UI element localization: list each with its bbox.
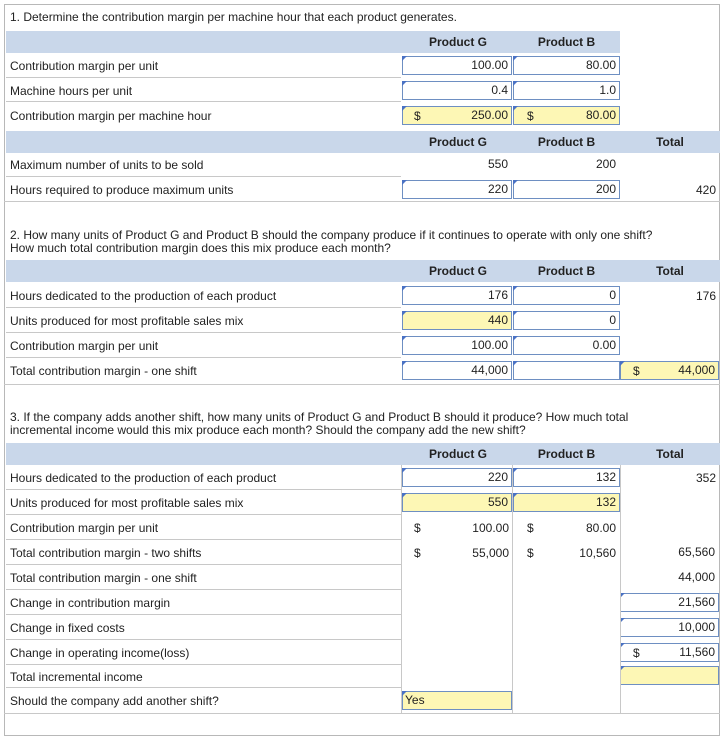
- total-value: 176: [695, 289, 716, 303]
- total-value: 352: [695, 471, 716, 485]
- row-label: Machine hours per unit: [10, 84, 133, 98]
- total-value: 420: [695, 183, 716, 197]
- input-cell[interactable]: 250.00: [402, 106, 512, 125]
- input-cell[interactable]: 80.00: [513, 56, 620, 75]
- dollar-sign: $: [527, 521, 534, 535]
- row-label: Total contribution margin - two shifts: [10, 546, 202, 560]
- input-cell[interactable]: 44,000: [402, 361, 512, 380]
- input-cell[interactable]: 0: [513, 286, 620, 305]
- cell-marker-icon: [402, 691, 407, 696]
- input-cell[interactable]: 100.00: [402, 56, 512, 75]
- q1-header2-total: Total: [656, 135, 684, 149]
- q2-header-total: Total: [656, 264, 684, 278]
- input-cell[interactable]: 0: [513, 311, 620, 330]
- row-label: Hours required to produce maximum units: [10, 183, 234, 197]
- cell-marker-icon: [402, 311, 407, 316]
- q2-header-product-g: Product G: [428, 264, 487, 278]
- q1-question: 1. Determine the contribution margin per machine hour that each product generates.: [10, 10, 457, 24]
- row-label: Contribution margin per unit: [10, 521, 159, 535]
- answer-cell[interactable]: Yes: [402, 691, 512, 710]
- cell-marker-icon: [513, 311, 518, 316]
- q1-header-product-b: Product B: [537, 35, 596, 49]
- cell-marker-icon: [402, 361, 407, 366]
- dollar-sign: $: [414, 521, 421, 535]
- value: 100.00: [472, 521, 509, 535]
- cell-marker-icon: [513, 56, 518, 61]
- q1-header-product-g: Product G: [428, 35, 487, 49]
- cell-marker-icon: [513, 336, 518, 341]
- row-label: Maximum number of units to be sold: [10, 158, 204, 172]
- cell-marker-icon: [402, 106, 407, 111]
- input-cell[interactable]: 0.00: [513, 336, 620, 355]
- row-label: Total contribution margin - one shift: [10, 571, 197, 585]
- q3-header-product-g: Product G: [428, 447, 487, 461]
- cell-marker-icon: [402, 336, 407, 341]
- row-label: Hours dedicated to the production of each product: [10, 289, 277, 303]
- dollar-sign: $: [527, 546, 534, 560]
- cell-marker-icon: [402, 468, 407, 473]
- cell-marker-icon: [402, 81, 407, 86]
- row-label: Hours dedicated to the production of each product: [10, 471, 277, 485]
- dollar-sign: $: [527, 109, 534, 123]
- cell-marker-icon: [620, 361, 625, 366]
- row-label: Total incremental income: [10, 670, 143, 684]
- cell-marker-icon: [513, 81, 518, 86]
- value: 55,000: [472, 546, 509, 560]
- q3-header-product-b: Product B: [537, 447, 596, 461]
- row-label: Total contribution margin - one shift: [10, 364, 197, 378]
- input-cell[interactable]: [513, 361, 620, 380]
- dollar-sign: $: [414, 109, 421, 123]
- input-cell[interactable]: 440: [402, 311, 512, 330]
- value-cell: 44,000: [620, 568, 719, 587]
- row-label: Change in contribution margin: [10, 596, 171, 610]
- cell-marker-icon: [513, 468, 518, 473]
- row-label: Contribution margin per unit: [10, 339, 159, 353]
- cell-marker-icon: [402, 286, 407, 291]
- input-cell[interactable]: 132: [513, 493, 620, 512]
- input-cell[interactable]: 0.4: [402, 81, 512, 100]
- value-cell: 550: [402, 155, 512, 174]
- cell-marker-icon: [513, 106, 518, 111]
- dollar-sign: $: [633, 364, 640, 378]
- row-label: Should the company add another shift?: [10, 694, 219, 708]
- value-cell: 200: [513, 155, 620, 174]
- input-cell[interactable]: 220: [402, 180, 512, 199]
- input-cell[interactable]: 176: [402, 286, 512, 305]
- value-cell: 65,560: [620, 543, 719, 562]
- cell-marker-icon: [402, 180, 407, 185]
- input-cell[interactable]: 550: [402, 493, 512, 512]
- row-label: Change in operating income(loss): [10, 646, 190, 660]
- input-cell[interactable]: 100.00: [402, 336, 512, 355]
- dollar-sign: $: [633, 646, 640, 660]
- row-label: Units produced for most profitable sales mix: [10, 496, 244, 510]
- input-cell[interactable]: 11,560: [620, 643, 719, 662]
- input-cell[interactable]: 1.0: [513, 81, 620, 100]
- q1-header2-product-g: Product G: [428, 135, 487, 149]
- row-label: Contribution margin per machine hour: [10, 109, 212, 123]
- input-cell[interactable]: 220: [402, 468, 512, 487]
- cell-marker-icon: [513, 361, 518, 366]
- value: 80.00: [585, 521, 616, 535]
- q3-header-total: Total: [656, 447, 684, 461]
- dollar-sign: $: [414, 546, 421, 560]
- value: 10,560: [579, 546, 616, 560]
- input-cell[interactable]: 132: [513, 468, 620, 487]
- input-cell[interactable]: 21,560: [620, 593, 719, 612]
- q2-question-line1: 2. How many units of Product G and Product B should the company produce if it continues to operate with only one shift?: [10, 228, 653, 242]
- q3-question-line1: 3. If the company adds another shift, how many units of Product G and Product B should it produce? How much total: [10, 410, 629, 424]
- cell-marker-icon: [513, 180, 518, 185]
- input-cell[interactable]: 80.00: [513, 106, 620, 125]
- row-label: Change in fixed costs: [10, 621, 125, 635]
- cell-marker-icon: [513, 493, 518, 498]
- cell-marker-icon: [402, 56, 407, 61]
- cell-marker-icon: [513, 286, 518, 291]
- input-cell[interactable]: [620, 666, 719, 685]
- q2-header-product-b: Product B: [537, 264, 596, 278]
- cell-marker-icon: [402, 493, 407, 498]
- q1-header2-product-b: Product B: [537, 135, 596, 149]
- q2-question-line2: How much total contribution margin does this mix produce each month?: [10, 241, 391, 255]
- input-cell[interactable]: 10,000: [620, 618, 719, 637]
- q3-question-line2: incremental income would this mix produce each month? Should the company add the new shift?: [10, 423, 526, 437]
- input-cell[interactable]: 200: [513, 180, 620, 199]
- input-cell[interactable]: 44,000: [620, 361, 719, 380]
- row-label: Contribution margin per unit: [10, 59, 159, 73]
- row-label: Units produced for most profitable sales mix: [10, 314, 244, 328]
